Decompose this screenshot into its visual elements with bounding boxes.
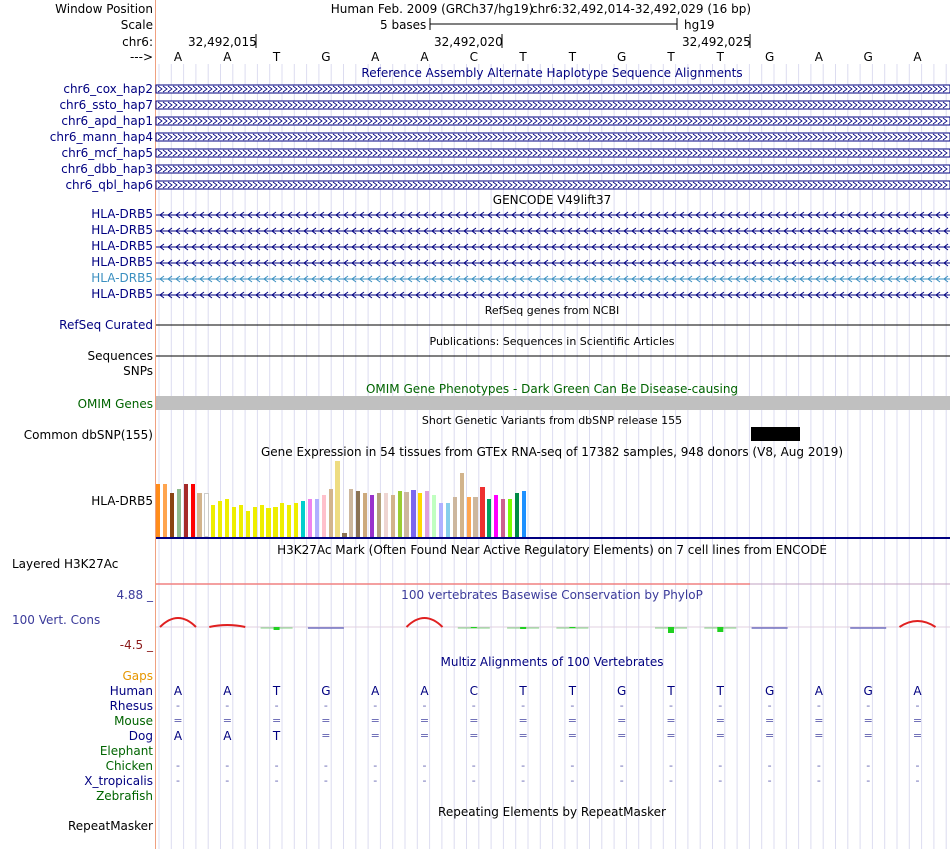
haplotype-label[interactable]: chr6_apd_hap1: [61, 114, 153, 128]
alignment-cell: -: [323, 759, 328, 772]
alignment-cell: =: [666, 729, 676, 742]
alignment-cell: =: [814, 714, 824, 727]
alignment-cell: =: [912, 714, 923, 727]
sequence-base: T: [519, 50, 527, 64]
alignment-cell: -: [373, 774, 378, 787]
alignment-cell: -: [570, 774, 575, 787]
alignment-cell: -: [866, 774, 871, 787]
scale-db: hg19: [684, 18, 715, 32]
ruler-tick-label: 32,492,015: [188, 35, 257, 49]
alignment-cell: =: [370, 729, 380, 742]
alignment-cell: -: [816, 774, 821, 787]
omim-title: OMIM Gene Phenotypes - Dark Green Can Be Disease-causing: [365, 382, 739, 396]
alignment-cell: =: [567, 714, 577, 727]
alignment-cell: A: [223, 684, 232, 698]
alignment-cell: =: [419, 714, 430, 727]
gencode-transcript-label[interactable]: HLA-DRB5: [91, 271, 153, 285]
species-label[interactable]: Rhesus: [109, 699, 153, 713]
alignment-cell: -: [669, 774, 673, 787]
alignment-cell: -: [323, 774, 328, 787]
alignment-cell: -: [816, 759, 821, 772]
alignment-cell: A: [173, 729, 183, 743]
alignment-cell: A: [223, 729, 232, 743]
sequence-base: A: [371, 50, 380, 64]
alignment-cell: -: [274, 759, 279, 772]
ruler-tick-label: 32,492,020: [434, 35, 503, 49]
alignment-cell: -: [669, 759, 673, 772]
alignment-cell: =: [764, 729, 775, 742]
alignment-cell: -: [915, 699, 920, 712]
sequence-base: G: [321, 50, 331, 64]
alignment-cell: =: [764, 714, 775, 727]
alignment-cell: =: [419, 729, 430, 742]
alignment-cell: -: [471, 774, 476, 787]
alignment-cell: A: [420, 684, 429, 698]
gencode-transcript-label[interactable]: HLA-DRB5: [91, 239, 153, 253]
alignment-cell: =: [469, 729, 479, 742]
haplotype-label[interactable]: chr6_mcf_hap5: [61, 146, 153, 160]
sequence-base: C: [469, 50, 478, 64]
alignment-cell: -: [619, 774, 624, 787]
sequence-base: G: [617, 50, 627, 64]
alignment-cell: T: [519, 684, 527, 698]
species-label[interactable]: Zebrafish: [96, 789, 153, 803]
alignment-cell: -: [521, 759, 526, 772]
alignment-cell: T: [272, 684, 281, 698]
alignment-cell: T: [568, 684, 577, 698]
sequence-base: T: [272, 50, 281, 64]
alignment-cell: -: [570, 699, 575, 712]
phylop-negative-bar: [668, 627, 674, 633]
alignment-cell: A: [814, 684, 823, 698]
alignment-cell: -: [619, 759, 624, 772]
phylop-negative-bar: [569, 627, 575, 628]
gencode-transcript-label[interactable]: HLA-DRB5: [91, 207, 153, 221]
window-position-label: Window Position: [55, 2, 153, 16]
alignment-cell: =: [912, 729, 923, 742]
scale-label: Scale: [120, 18, 153, 32]
alignment-cell: -: [915, 759, 920, 772]
omim-label[interactable]: OMIM Genes: [77, 397, 153, 411]
species-label[interactable]: Chicken: [105, 759, 153, 773]
alignment-cell: =: [370, 714, 380, 727]
alignment-cell: =: [863, 714, 873, 727]
alignment-cell: =: [222, 714, 232, 727]
alignment-cell: -: [866, 759, 871, 772]
sequence-base: T: [716, 50, 724, 64]
alignment-cell: -: [619, 699, 624, 712]
phylop-negative-bar: [520, 627, 526, 629]
alignment-cell: -: [521, 699, 526, 712]
alignment-cell: -: [471, 759, 476, 772]
refseq-label[interactable]: RefSeq Curated: [59, 318, 153, 332]
strand-label: --->: [129, 50, 153, 64]
assembly-text: Human Feb. 2009 (GRCh37/hg19): [330, 2, 534, 16]
sequence-base: A: [420, 50, 429, 64]
dbsnp-title: Short Genetic Variants from dbSNP release 155: [421, 414, 683, 427]
alignment-cell: G: [321, 684, 331, 698]
alignment-cell: -: [225, 774, 230, 787]
multiz-title: Multiz Alignments of 100 Vertebrates: [440, 655, 664, 669]
gtex-label[interactable]: HLA-DRB5: [91, 494, 153, 508]
alignment-cell: =: [617, 729, 627, 742]
alignment-cell: =: [321, 729, 331, 742]
alignment-cell: -: [915, 774, 920, 787]
alignment-cell: A: [371, 684, 380, 698]
alignment-cell: -: [570, 759, 575, 772]
gencode-transcript-label[interactable]: HLA-DRB5: [91, 223, 153, 237]
phylop-positive-peak: [160, 618, 196, 627]
alignment-cell: -: [669, 699, 673, 712]
alignment-cell: -: [521, 774, 526, 787]
alignment-cell: -: [422, 774, 427, 787]
species-label[interactable]: Mouse: [114, 714, 153, 728]
position-text: chr6:32,492,014-32,492,029 (16 bp): [530, 2, 752, 16]
gencode-transcript-label[interactable]: HLA-DRB5: [91, 287, 153, 301]
alignment-cell: =: [715, 714, 725, 727]
phylop-ymax: 4.88 _: [116, 588, 153, 602]
repeatmasker-label[interactable]: RepeatMasker: [67, 819, 153, 833]
alignment-cell: T: [667, 684, 675, 698]
alignment-cell: =: [863, 729, 873, 742]
alignment-cell: -: [323, 699, 328, 712]
chrom-label: chr6:: [122, 35, 153, 49]
alignment-cell: G: [863, 684, 873, 698]
species-label[interactable]: X_tropicalis: [84, 774, 153, 788]
alignment-cell: -: [225, 759, 230, 772]
alignment-cell: -: [767, 774, 772, 787]
alignment-cell: -: [816, 699, 821, 712]
alignment-cell: =: [567, 729, 577, 742]
dbsnp-label[interactable]: Common dbSNP(155): [23, 428, 153, 442]
alignment-cell: -: [866, 699, 871, 712]
alignment-cell: -: [718, 759, 723, 772]
alignment-cell: =: [814, 729, 824, 742]
alignment-cell: =: [666, 714, 676, 727]
sequence-base: A: [814, 50, 823, 64]
alignment-cell: -: [718, 699, 723, 712]
alignment-cell: -: [373, 699, 378, 712]
alignment-cell: G: [764, 684, 775, 698]
phylop-negative-bar: [717, 627, 723, 632]
snps-label[interactable]: SNPs: [123, 364, 153, 378]
alignment-cell: -: [176, 699, 180, 712]
phylop-label[interactable]: 100 Vert. Cons: [12, 613, 101, 627]
haplotypes-title: Reference Assembly Alternate Haplotype Sequence Alignments: [361, 66, 743, 80]
gtex-title: Gene Expression in 54 tissues from GTEx RNA-seq of 17382 samples, 948 donors (V8, Aug 2019): [260, 445, 844, 459]
publications-title: Publications: Sequences in Scientific Articles: [429, 335, 675, 348]
alignment-cell: -: [274, 774, 279, 787]
alignment-cell: -: [176, 759, 180, 772]
species-label[interactable]: Elephant: [99, 744, 153, 758]
ruler-tick-label: 32,492,025: [682, 35, 751, 49]
haplotype-label[interactable]: chr6_qbl_hap6: [65, 178, 153, 192]
alignment-cell: -: [471, 699, 476, 712]
refseq-title: RefSeq genes from NCBI: [484, 304, 620, 317]
alignment-cell: A: [913, 684, 922, 698]
sequence-base: T: [667, 50, 675, 64]
alignment-cell: =: [715, 729, 725, 742]
alignment-cell: =: [321, 714, 331, 727]
alignment-cell: T: [716, 684, 724, 698]
sequence-base: A: [913, 50, 922, 64]
alignment-cell: -: [176, 774, 180, 787]
gaps-label: Gaps: [122, 669, 153, 683]
haplotype-label[interactable]: chr6_mann_hap4: [49, 130, 153, 144]
alignment-cell: G: [617, 684, 627, 698]
species-label[interactable]: Human: [109, 684, 153, 698]
h3k27ac-title: H3K27Ac Mark (Often Found Near Active Regulatory Elements) on 7 cell lines from ENCODE: [277, 543, 827, 557]
scale-text: 5 bases: [380, 18, 427, 32]
alignment-cell: =: [173, 714, 183, 727]
phylop-title: 100 vertebrates Basewise Conservation by PhyloP: [401, 588, 703, 602]
publications-label[interactable]: Sequences: [87, 349, 153, 363]
h3k27ac-label[interactable]: Layered H3K27Ac: [12, 557, 119, 571]
alignment-cell: T: [272, 729, 281, 743]
gencode-transcript-label[interactable]: HLA-DRB5: [91, 255, 153, 269]
phylop-positive-peak: [900, 621, 936, 627]
alignment-cell: =: [469, 714, 479, 727]
species-label[interactable]: Dog: [128, 729, 153, 743]
alignment-cell: =: [518, 729, 528, 742]
alignment-cell: -: [422, 759, 427, 772]
sequence-base: G: [764, 50, 775, 64]
alignment-cell: -: [718, 774, 723, 787]
sequence-base: A: [173, 50, 183, 64]
haplotype-label[interactable]: chr6_ssto_hap7: [59, 98, 153, 112]
phylop-positive-peak: [407, 618, 443, 627]
alignment-cell: -: [767, 699, 772, 712]
alignment-cell: =: [271, 714, 282, 727]
gencode-title: GENCODE V49lift37: [492, 193, 612, 207]
alignment-cell: =: [617, 714, 627, 727]
alignment-cell: =: [518, 714, 528, 727]
sequence-base: G: [863, 50, 873, 64]
phylop-negative-bar: [274, 627, 280, 630]
sequence-base: T: [568, 50, 577, 64]
alignment-cell: -: [225, 699, 230, 712]
haplotype-label[interactable]: chr6_cox_hap2: [63, 82, 153, 96]
alignment-cell: -: [373, 759, 378, 772]
alignment-cell: -: [767, 759, 772, 772]
phylop-negative-bar: [471, 627, 477, 628]
repeatmasker-title: Repeating Elements by RepeatMasker: [438, 805, 666, 819]
sequence-base: A: [223, 50, 232, 64]
alignment-cell: -: [274, 699, 279, 712]
alignment-cell: -: [422, 699, 427, 712]
haplotype-label[interactable]: chr6_dbb_hap3: [61, 162, 153, 176]
phylop-ymin: -4.5 _: [119, 638, 153, 652]
alignment-cell: A: [173, 684, 183, 698]
alignment-cell: C: [469, 684, 478, 698]
